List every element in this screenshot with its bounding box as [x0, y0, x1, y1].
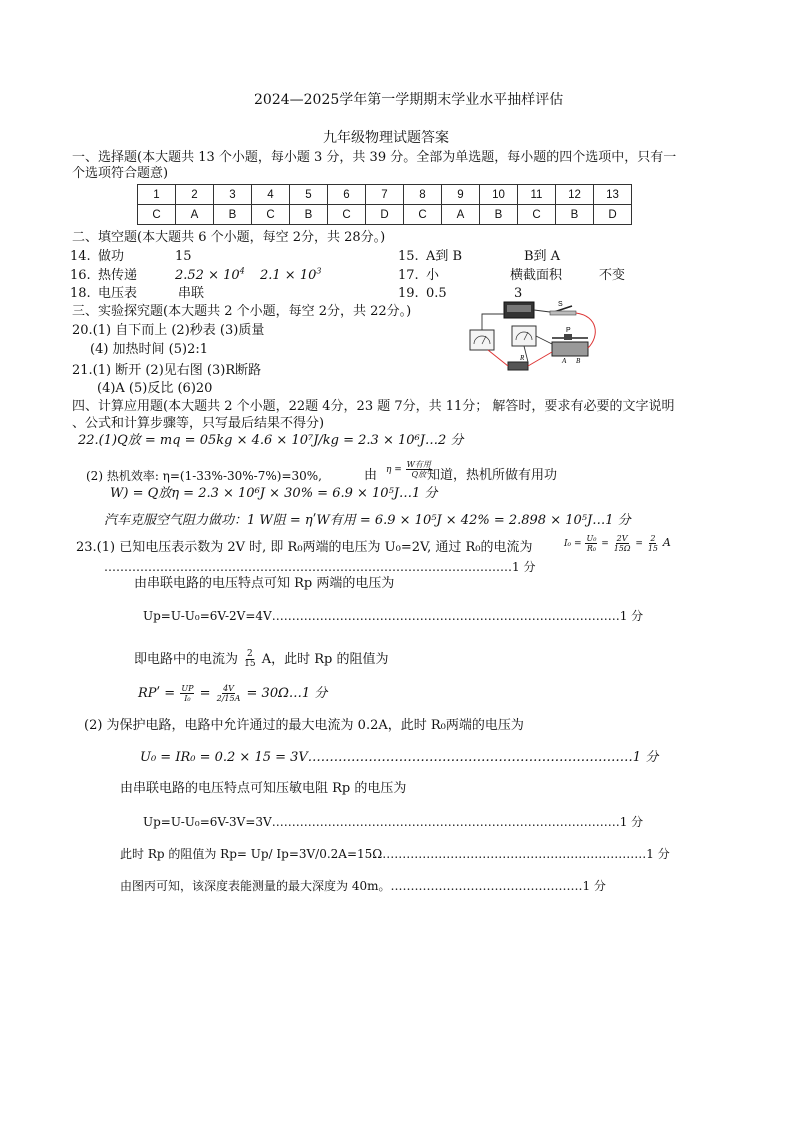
q23-line11: 此时 Rp 的阻值为 Rp= Up/ Ip=3V/0.2A=15Ω…………………………………………………………1 分 — [120, 847, 670, 861]
q22-efficiency-formula: η = $\frac{\text{W有用}}{\text{Q放}}$ — [386, 460, 431, 479]
voltmeter-icon — [470, 330, 494, 350]
section1-heading-line1: 一、选择题(本大题共 13 个小题，每小题 3 分，共 39 分。全部为单选题，每小题的四个选项中，只有一 — [72, 150, 677, 165]
q20-line2: (4) 加热时间 (5)2:1 — [90, 342, 209, 357]
q23-line8: U₀ = IR₀ = 0.2 × 15 = 3V…………………………………………………………………1 分 — [140, 750, 659, 765]
section4-heading-line2: 、公式和计算步骤等，只写最后结果不得分) — [72, 416, 325, 431]
answer-cell: B — [480, 205, 518, 225]
q15-number: 15. — [398, 249, 419, 264]
q16-answer-3: $2.1 \times 10^3$ — [260, 266, 322, 283]
answer-cell: C — [138, 205, 176, 225]
rheostat-label-a: A — [562, 357, 567, 365]
q21-line1: 21.(1) 断开 (2)见右图 (3)R断路 — [72, 363, 262, 378]
question-number-cell: 10 — [480, 185, 518, 205]
question-number-cell: 2 — [176, 185, 214, 205]
q16-number: 16. — [70, 268, 91, 283]
answer-table — [137, 184, 632, 225]
q17-answer-1: 小 — [426, 268, 440, 283]
q23-line6: RPʹ = $\frac{UP}{\text{I₀}}$ = $\frac{4V}{2/15A}$ = 30Ω…1 分 — [138, 684, 328, 703]
battery-label-icon — [507, 305, 531, 312]
q23-current-formula: I₀ = $\frac{\text{U₀}}{\text{R₀}}$ = $\frac{2V}{15\Omega}$ = $\frac{2}{15}$ A — [564, 534, 671, 553]
q19-number: 19. — [398, 286, 419, 301]
section1-heading-line2: 个选项符合题意) — [72, 166, 169, 181]
answer-table-number-row — [138, 185, 632, 205]
switch-label: S — [558, 301, 563, 308]
resistor-label: R — [520, 354, 525, 362]
answer-cell: C — [252, 205, 290, 225]
question-number-cell: 7 — [366, 185, 404, 205]
question-number-cell: 5 — [290, 185, 328, 205]
q23-line12: 由图丙可知，该深度表能测量的最大深度为 40m。…………………………………………1 分 — [120, 879, 606, 893]
answer-cell: C — [328, 205, 366, 225]
q17-answer-3: 不变 — [599, 268, 626, 283]
answer-cell: D — [366, 205, 404, 225]
question-number-cell: 11 — [518, 185, 556, 205]
wire — [528, 352, 552, 366]
wire — [488, 350, 508, 366]
answer-table-answer-row — [138, 205, 632, 225]
q18-answer-1: 电压表 — [98, 286, 138, 301]
q14-number: 14. — [70, 249, 91, 264]
wire — [524, 346, 528, 362]
question-number-cell: 8 — [404, 185, 442, 205]
q22-line2-a: (2) 热机效率: η=(1-33%-30%-7%)=30%, — [86, 469, 322, 483]
section4-heading-line1: 四、计算应用题(本大题共 2 个小题，22题 4分，23 题 7分，共 11分； 解答时，要求有必要的文字说明 — [72, 399, 675, 414]
answer-cell: C — [518, 205, 556, 225]
q22-line2-b: 由 — [364, 468, 378, 483]
question-number-cell: 13 — [594, 185, 632, 205]
q22-line4: 汽车克服空气阻力做功：1 W阻 = ηʹW有用 = 6.9 × 10⁵J × 42% = 2.898 × 10⁵J…1 分 — [104, 513, 631, 528]
q14-answer-2: 15 — [175, 249, 192, 264]
q20-line1: 20.(1) 自下而上 (2)秒表 (3)质量 — [72, 323, 265, 338]
wire — [534, 310, 550, 312]
q23-line2: …………………………………………………………………………………………1 分 — [104, 560, 536, 574]
answer-cell: B — [290, 205, 328, 225]
q23-line3: 由串联电路的电压特点可知 Rp 两端的电压为 — [134, 576, 395, 591]
q23-line9: 由串联电路的电压特点可知压敏电阻 Rp 的电压为 — [120, 781, 407, 796]
q23-line10: Up=U-U₀=6V-3V=3V……………………………………………………………………………1 分 — [143, 815, 644, 829]
q22-line3: W) = Q放η = 2.3 × 10⁶J × 30% = 6.9 × 10⁵J…1 分 — [110, 486, 438, 501]
question-number-cell: 9 — [442, 185, 480, 205]
q22-line1: 22.(1)Q放 = mq = 05kg × 4.6 × 10⁷J/kg = 2.3 × 10⁶J…2 分 — [78, 433, 464, 448]
switch-base-icon — [550, 311, 576, 315]
question-number-cell: 1 — [138, 185, 176, 205]
q23-line4: Up=U-U₀=6V-2V=4V……………………………………………………………………………1 分 — [143, 609, 644, 623]
q17-number: 17. — [398, 268, 419, 283]
section2-heading: 二、填空题(本大题共 6 个小题，每空 2分，共 28分。) — [72, 230, 386, 245]
rheostat-icon — [552, 342, 588, 356]
answer-cell: D — [594, 205, 632, 225]
question-number-cell: 12 — [556, 185, 594, 205]
document-subtitle: 九年级物理试题答案 — [323, 130, 449, 146]
q15-answer-2: B到 A — [524, 249, 561, 264]
document-title: 2024—2025学年第一学期期末学业水平抽样评估 — [254, 92, 564, 108]
q19-answer-1: 0.5 — [426, 286, 447, 301]
wire — [482, 314, 504, 330]
q16-answer-1: 热传递 — [98, 268, 138, 283]
rheostat-label-b: B — [576, 357, 581, 365]
question-number-cell: 4 — [252, 185, 290, 205]
answer-cell: B — [556, 205, 594, 225]
q23-line7: (2) 为保护电路，电路中允许通过的最大电流为 0.2A，此时 R₀两端的电压为 — [84, 718, 524, 733]
answer-cell: A — [442, 205, 480, 225]
answer-cell: A — [176, 205, 214, 225]
rheostat-label-p: P — [566, 327, 571, 334]
answer-cell: C — [404, 205, 442, 225]
question-number-cell: 6 — [328, 185, 366, 205]
ammeter-icon — [512, 326, 536, 346]
resistor-icon — [508, 362, 528, 370]
q22-line2-c: 知道，热机所做有用功 — [427, 468, 558, 483]
answer-cell: B — [214, 205, 252, 225]
q15-answer-1: A到 B — [426, 249, 463, 264]
wire — [536, 336, 552, 344]
question-number-cell: 3 — [214, 185, 252, 205]
q21-line2: (4)A (5)反比 (6)20 — [97, 381, 213, 396]
q19-answer-2: 3 — [514, 286, 523, 301]
q16-answer-2: $2.52 \times 10^4$ — [175, 266, 245, 283]
q18-answer-2: 串联 — [178, 286, 205, 301]
circuit-diagram — [466, 296, 600, 378]
section3-heading: 三、实验探究题(本大题共 2 个小题，每空 2分，共 22分。) — [72, 304, 412, 319]
q18-number: 18. — [70, 286, 91, 301]
q23-line5: 即电路中的电流为 $\frac{2}{15}$ A，此时 Rp 的阻值为 — [134, 649, 389, 669]
rheostat-slider-icon — [564, 334, 572, 340]
q23-line1: 23.(1) 已知电压表示数为 2V 时, 即 R₀两端的电压为 U₀=2V, 通过 R₀的电流为 — [76, 540, 533, 555]
q17-answer-2: 横截面积 — [510, 268, 563, 283]
q14-answer-1: 做功 — [98, 249, 125, 264]
